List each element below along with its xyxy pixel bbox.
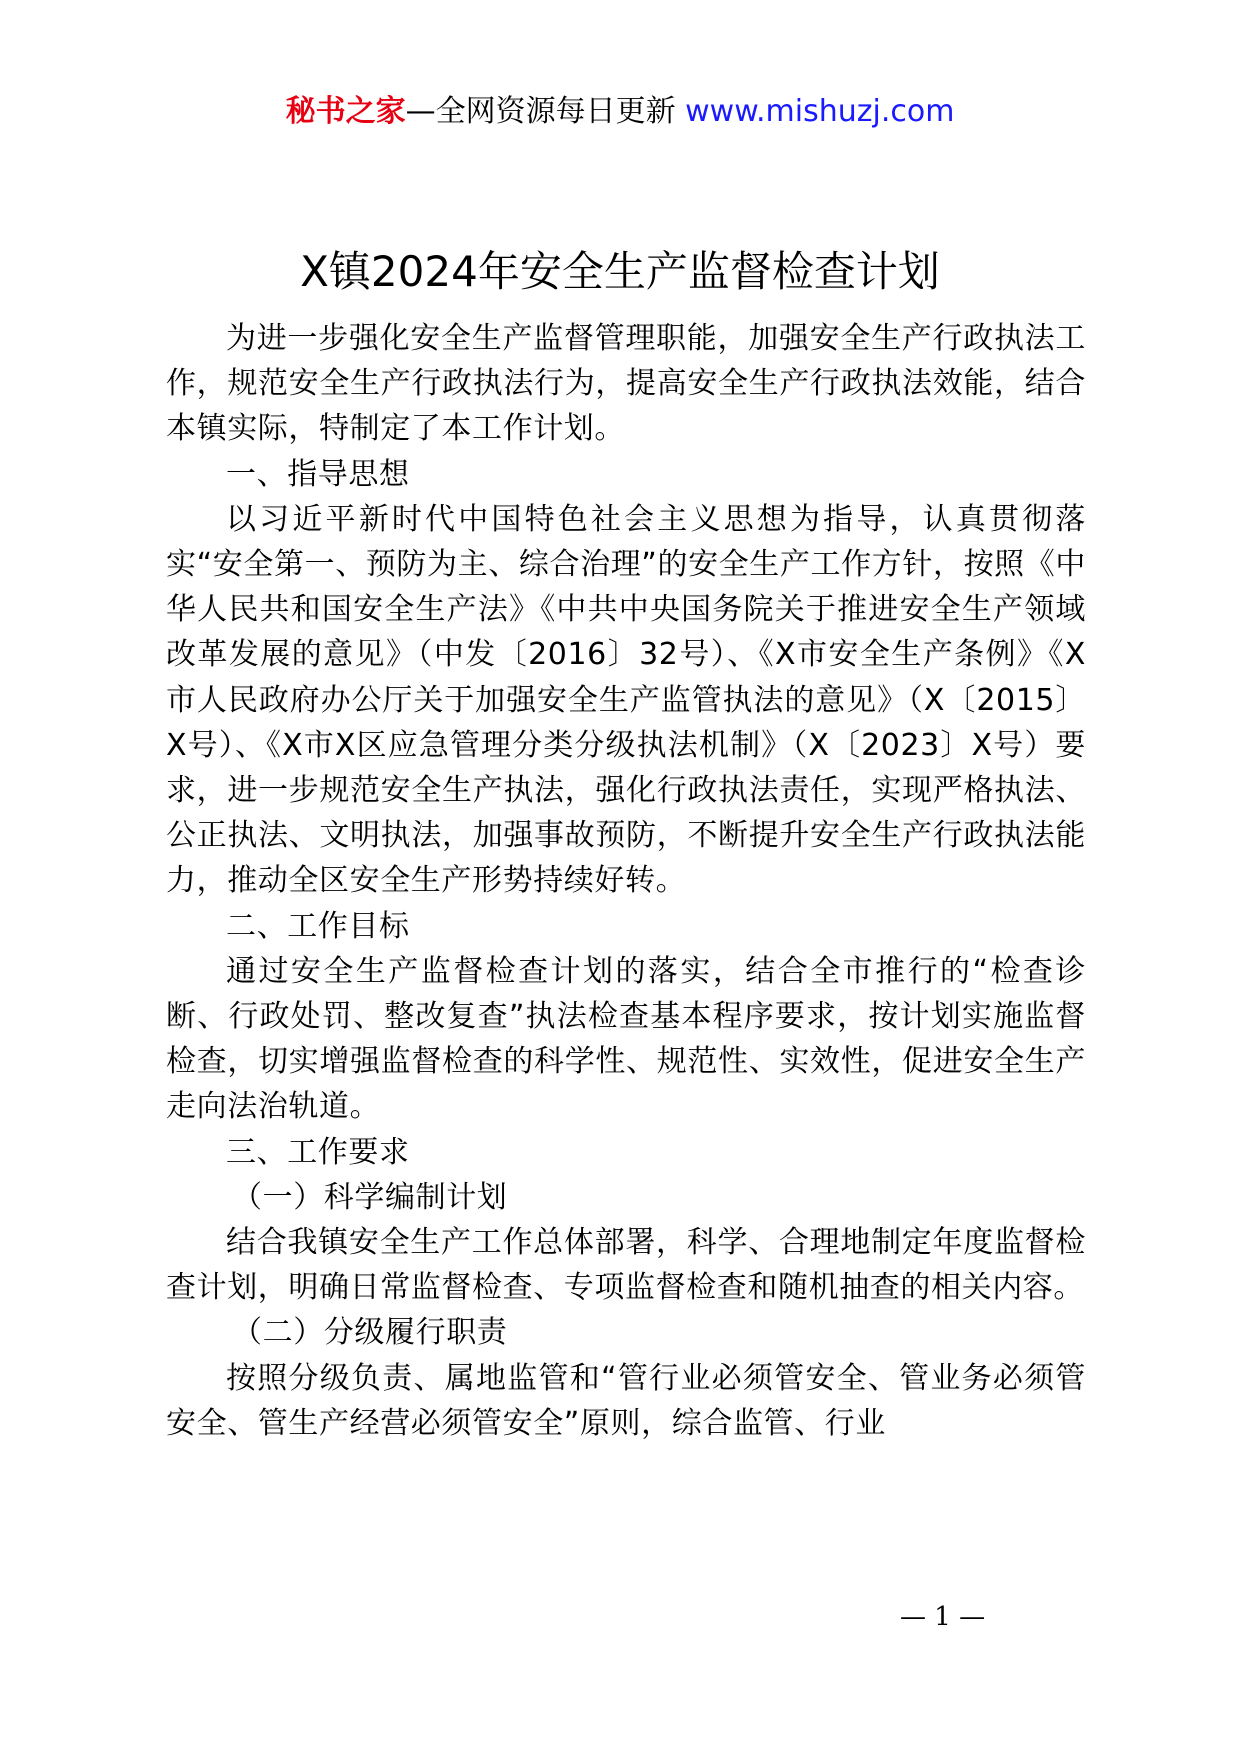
section-heading-2: 二、工作目标	[226, 908, 410, 944]
subsection-paragraph-3-1: 结合我镇安全生产工作总体部署，科学、合理地制定年度监督检查计划，明确日常监督检查、专项监督检查和随机抽查的相关内容。	[166, 1225, 1086, 1306]
subsection-heading-3-1: （一）科学编制计划	[232, 1179, 508, 1215]
site-brand: 秘书之家	[285, 94, 406, 129]
site-header	[0, 92, 1240, 132]
site-url[interactable]: www.mishuzj.com	[685, 94, 955, 129]
section-paragraph-2: 通过安全生产监督检查计划的落实，结合全市推行的“检查诊断、行政处罚、整改复查”执法检查基本程序要求，按计划实施监督检查，切实增强监督检查的科学性、规范性、实效性，促进安全生产走向法治轨道。	[166, 953, 1086, 1125]
section-heading-3: 三、工作要求	[226, 1134, 410, 1170]
document-title: X镇2024年安全生产监督检查计划	[300, 247, 940, 296]
subsection-heading-3-2: （二）分级履行职责	[232, 1315, 508, 1351]
section-heading-1: 一、指导思想	[226, 456, 410, 492]
page-number: — 1 —	[900, 1602, 986, 1632]
section-paragraph-1: 以习近平新时代中国特色社会主义思想为指导，认真贯彻落实“安全第一、预防为主、综合治理”的安全生产工作方针，按照《中华人民共和国安全生产法》《中共中央国务院关于推进安全生产领域改革发展的意见》（中发〔2016〕32号）、《X市安全生产条例》《X市人民政府办公厅关于加强安全生产监管执法的意见》（X〔2015〕X号）、《X市X区应急管理分类分级执法机制》（X〔2023〕X号）要求，进一步规范安全生产执法，强化行政执法责任，实现严格执法、公正执法、文明执法，加强事故预防，不断提升安全生产行政执法能力，推动全区安全生产形势持续好转。	[166, 501, 1086, 899]
document-body	[166, 316, 1086, 1446]
intro-paragraph: 为进一步强化安全生产监督管理职能，加强安全生产行政执法工作，规范安全生产行政执法行为，提高安全生产行政执法效能，结合本镇实际，特制定了本工作计划。	[166, 321, 1086, 447]
site-tagline: —全网资源每日更新	[405, 94, 686, 129]
subsection-paragraph-3-2: 按照分级负责、属地监管和“管行业必须管安全、管业务必须管安全、管生产经营必须管安全”原则，综合监管、行业	[166, 1360, 1086, 1441]
